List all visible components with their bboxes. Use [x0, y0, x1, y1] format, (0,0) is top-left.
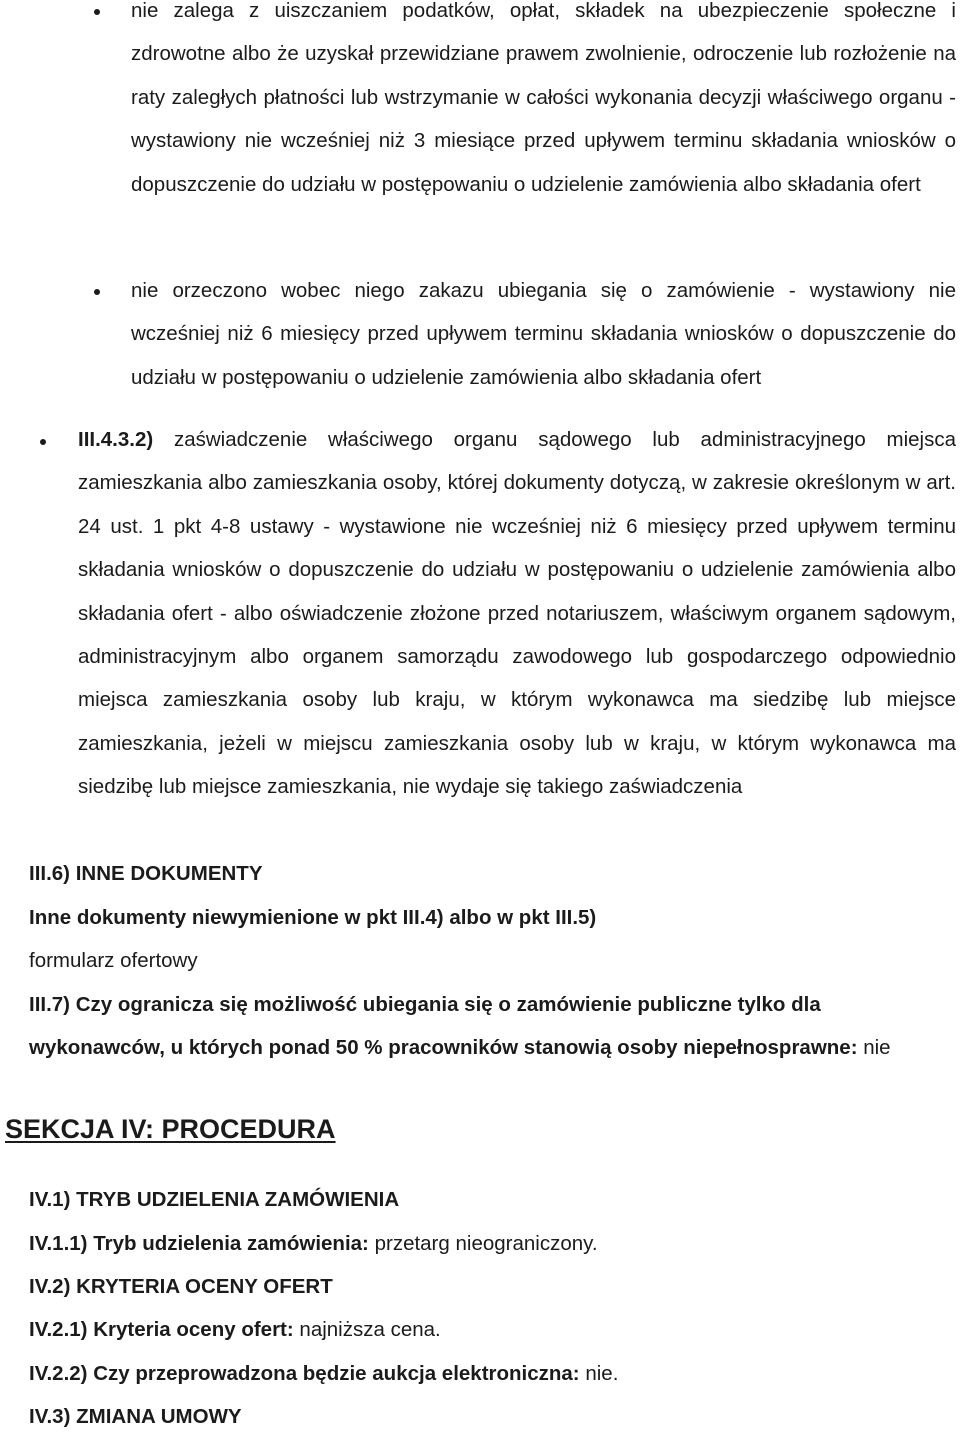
field-value: najniższa cena. [293, 1318, 441, 1341]
item-text: zaświadczenie właściwego organu sądowego lub administracyjnego miejsca zamieszkania albo zamieszkania osoby, której dokumenty dotyczą, w zakresie określonym w art. 24 ust. 1 pkt 4-8 ustawy - wystawione nie wcześniej niż 6 miesięcy przed upływem terminu składania wniosków o dopuszczenie do udziału w postępowaniu o udzielenie zamówienia albo składania ofert - albo oświadczenie złożone przed notariuszem, właściwym organem sądowym, administracyjnym albo organem samorządu zawodowego lub gospodarczego odpowiednio miejsca zamieszkania osoby lub kraju, w którym wykonawca ma siedzibę lub miejsce zamieszkania, jeżeli w miejscu zamieszkania osoby lub w kraju, w którym wykonawca ma siedzibę lub miejsce zamieszkania, nie wydaje się takiego zaświadczenia [78, 428, 956, 799]
question: III.7) Czy ogranicza się możliwość ubiegania się o zamówienie publiczne tylko dla wykonawców, u których ponad 50 % pracowników stanowią osoby niepełnosprawne: nie [29, 993, 891, 1060]
answer: nie [857, 1036, 891, 1060]
section-heading: IV.1) TRYB UDZIELENIA ZAMÓWIENIA [29, 1188, 400, 1211]
bullet-dot [94, 9, 100, 15]
value-text: formularz ofertowy [29, 949, 198, 972]
list-item: nie orzeczono wobec niego zakazu ubiegania się o zamówienie - wystawiony nie wcześniej niż 6 miesięcy przed upływem terminu składania wniosków o dopuszczenie do udziału w postępowaniu o udzielenie zamówienia albo składania ofert [131, 279, 956, 389]
list-item: nie zalega z uiszczaniem podatków, opłat, składek na ubezpieczenie społeczne i zdrowotne albo że uzyskał przewidziane prawem zwolnienie, odroczenie lub rozłożenie na raty zaległych płatności lub wstrzymanie w całości wykonania decyzji właściwego organu - wystawiony nie wcześniej niż 3 miesiące przed upływem terminu składania wniosków o dopuszczenie do udziału w postępowaniu o udzielenie zamówienia albo składania ofert [131, 0, 956, 196]
bullet-dot [40, 439, 46, 445]
field-row: IV.2.1) Kryteria oceny ofert: najniższa cena. [29, 1318, 441, 1341]
section-heading: IV.2) KRYTERIA OCENY OFERT [29, 1275, 333, 1298]
field-row: IV.2.2) Czy przeprowadzona będzie aukcja elektroniczna: nie. [29, 1362, 619, 1385]
field-value: nie. [579, 1362, 619, 1385]
section-heading: III.6) INNE DOKUMENTY [29, 862, 263, 885]
section-heading: IV.3) ZMIANA UMOWY [29, 1405, 242, 1428]
field-row: IV.1.1) Tryb udzielenia zamówienia: przetarg nieograniczony. [29, 1232, 598, 1255]
subheading: Inne dokumenty niewymienione w pkt III.4) albo w pkt III.5) [29, 906, 597, 929]
bullet-dot [94, 289, 100, 295]
field-value: przetarg nieograniczony. [368, 1232, 598, 1255]
list-item [78, 418, 956, 809]
section-title: SEKCJA IV: PROCEDURA [5, 1114, 336, 1144]
item-label: III.4.3.2) [78, 428, 154, 451]
